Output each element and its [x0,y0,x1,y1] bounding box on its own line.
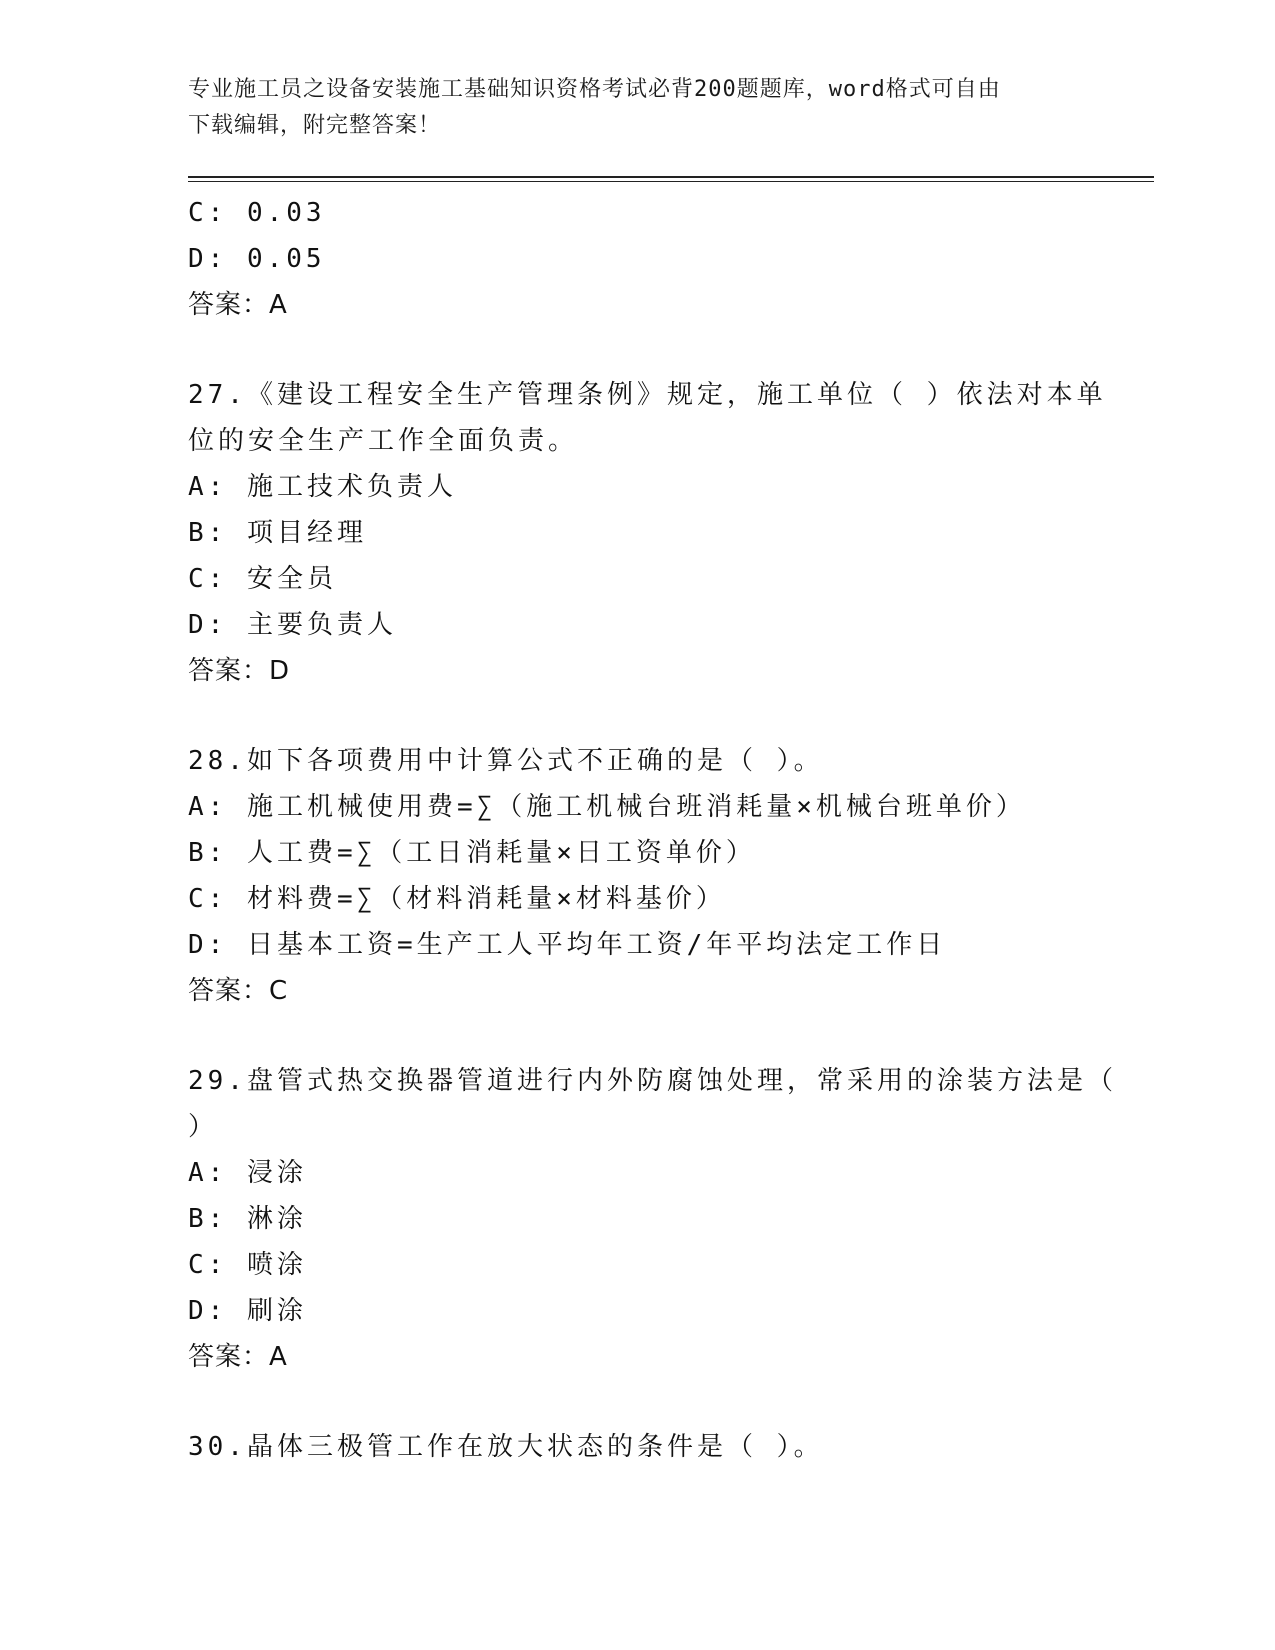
header-line-2: 下载编辑，附完整答案！ [188,113,442,138]
option-a: A: 施工机械使用费=∑（施工机械台班消耗量×机械台班单价） [188,792,1026,822]
option-b: B: 人工费=∑（工日消耗量×日工资单价） [188,838,756,868]
option-d: D: 日基本工资=生产工人平均年工资/年平均法定工作日 [188,930,947,960]
question-26 [188,190,1088,328]
option-c: C: 安全员 [188,564,337,594]
option-a: A: 浸涂 [188,1158,307,1188]
option-c: C: 喷涂 [188,1250,307,1280]
option-b: B: 项目经理 [188,518,367,548]
question-stem: 28.如下各项费用中计算公式不正确的是（ ）。 [188,746,824,776]
question-27 [188,372,1107,694]
header-divider-thin [188,181,1154,182]
question-29 [188,1058,1117,1380]
answer: 答案：A [188,290,288,320]
option-d: D: 主要负责人 [188,610,397,640]
option-c: C: 材料费=∑（材料消耗量×材料基价） [188,884,726,914]
answer: 答案：C [188,976,289,1006]
answer: 答案：D [188,656,291,686]
option-d: D: 0.05 [188,244,326,274]
question-stem-cont: 位的安全生产工作全面负责。 [188,426,579,456]
option-b: B: 淋涂 [188,1204,307,1234]
header-line-1: 专业施工员之设备安装施工基础知识资格考试必背200题题库，word格式可自由 [188,77,1001,102]
question-stem-cont: ） [188,1112,219,1142]
question-28 [188,738,1088,1014]
header-divider [188,176,1154,178]
option-c: C: 0.03 [188,198,326,228]
question-stem: 29.盘管式热交换器管道进行内外防腐蚀处理，常采用的涂装方法是（ [188,1066,1117,1096]
question-list [188,190,1117,1470]
option-a: A: 施工技术负责人 [188,472,457,502]
question-30 [188,1424,1088,1470]
question-stem: 27.《建设工程安全生产管理条例》规定，施工单位（ ）依法对本单 [188,380,1107,410]
document-header [188,72,1088,144]
option-d: D: 刷涂 [188,1296,307,1326]
answer: 答案：A [188,1342,288,1372]
question-stem: 30.晶体三极管工作在放大状态的条件是（ ）。 [188,1432,824,1462]
